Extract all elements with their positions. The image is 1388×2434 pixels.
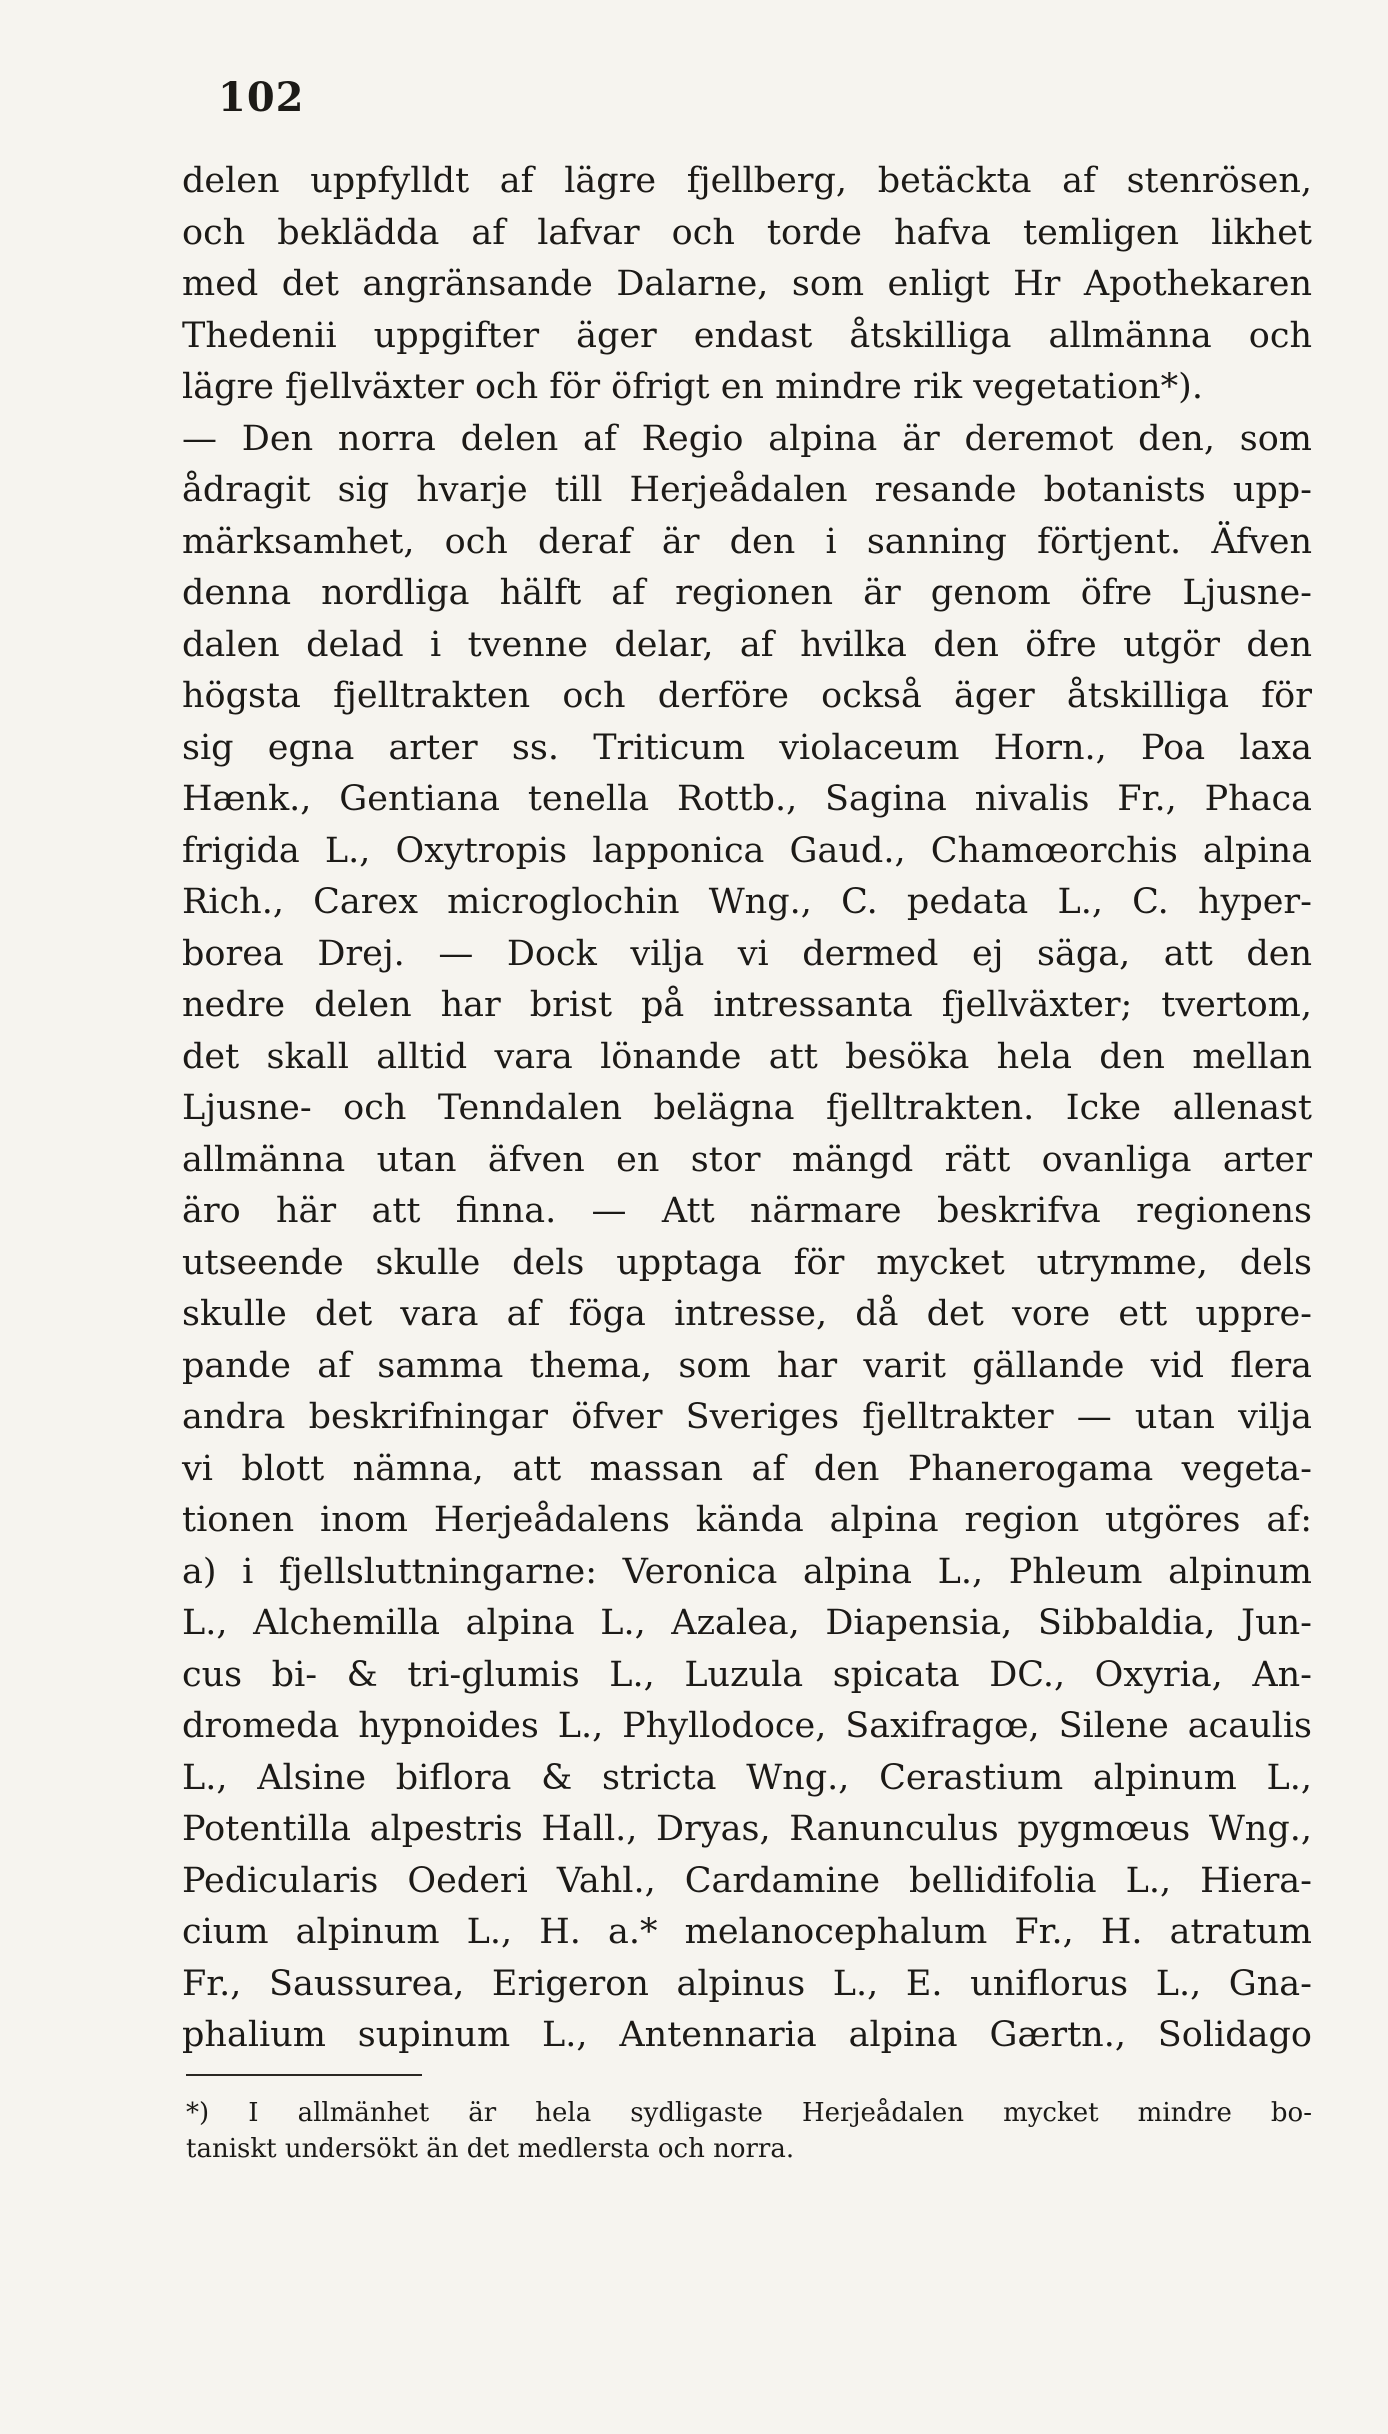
- text-line: allmänna utan äfven en stor mängd rätt ovanliga arter: [182, 1139, 1312, 1180]
- text-line: pande af samma thema, som har varit gällande vid flera: [182, 1345, 1312, 1386]
- text-line: med det angränsande Dalarne, som enligt Hr Apothekaren: [182, 264, 1312, 304]
- text-line: L., Alchemilla alpina L., Azalea, Diapensia, Sibbaldia, Jun-: [182, 1603, 1312, 1643]
- text-line: borea Drej. — Dock vilja vi dermed ej säga, att den: [182, 933, 1312, 974]
- text-line: cus bi- & tri-glumis L., Luzula spicata DC., Oxyria, An-: [182, 1654, 1312, 1695]
- footnote-divider: [186, 2074, 422, 2076]
- text-line: L., Alsine biflora & stricta Wng., Cerastium alpinum L.,: [182, 1757, 1312, 1798]
- text-line: delen uppfylldt af lägre fjellberg, betäckta af stenrösen,: [182, 161, 1312, 201]
- body-text: [182, 156, 1312, 2062]
- text-line: märksamhet, och deraf är den i sanning förtjent. Äfven: [182, 521, 1312, 562]
- text-line: ådragit sig hvarje till Herjeådalen resande botanists upp-: [182, 470, 1312, 510]
- text-line: Potentilla alpestris Hall., Dryas, Ranunculus pygmœus Wng.,: [182, 1809, 1312, 1849]
- text-line: Fr., Saussurea, Erigeron alpinus L., E. uniflorus L., Gna-: [182, 1963, 1312, 2004]
- text-line: phalium supinum L., Antennaria alpina Gærtn., Solidago: [182, 2015, 1312, 2055]
- text-line: frigida L., Oxytropis lapponica Gaud., Chamœorchis alpina: [182, 830, 1312, 871]
- text-line: högsta fjelltrakten och derföre också äger åtskilliga för: [182, 676, 1312, 716]
- text-line: sig egna arter ss. Triticum violaceum Horn., Poa laxa: [182, 727, 1312, 768]
- text-line: andra beskrifningar öfver Sveriges fjelltrakter — utan vilja: [182, 1397, 1312, 1437]
- footnote-line: *) I allmänhet är hela sydligaste Herjeådalen mycket mindre bo-: [186, 2098, 1312, 2128]
- text-line: Rich., Carex microglochin Wng., C. pedata L., C. hyper-: [182, 882, 1312, 922]
- footnote: [186, 2095, 1312, 2167]
- text-line: det skall alltid vara lönande att besöka hela den mellan: [182, 1036, 1312, 1077]
- text-line: lägre fjellväxter och för öfrigt en mindre rik vegetation*).: [182, 367, 1203, 407]
- text-line: Thedenii uppgifter äger endast åtskilliga allmänna och: [182, 315, 1312, 356]
- text-line: vi blott nämna, att massan af den Phanerogama vegeta-: [182, 1448, 1312, 1489]
- text-line: cium alpinum L., H. a.* melanocephalum Fr., H. atratum: [182, 1912, 1312, 1952]
- page-number: 102: [218, 74, 305, 121]
- text-line: — Den norra delen af Regio alpina är deremot den, som: [182, 418, 1312, 459]
- text-line: Ljusne- och Tenndalen belägna fjelltrakten. Icke allenast: [182, 1088, 1312, 1128]
- text-line: nedre delen har brist på intressanta fjellväxter; tvertom,: [182, 985, 1312, 1025]
- text-line: tionen inom Herjeådalens kända alpina region utgöres af:: [182, 1500, 1312, 1540]
- text-line: denna nordliga hälft af regionen är genom öfre Ljusne-: [182, 573, 1312, 613]
- text-line: dromeda hypnoides L., Phyllodoce, Saxifragœ, Silene acaulis: [182, 1706, 1312, 1746]
- text-line: skulle det vara af föga intresse, då det vore ett uppre-: [182, 1294, 1312, 1334]
- text-line: dalen delad i tvenne delar, af hvilka den öfre utgör den: [182, 624, 1312, 665]
- text-line: Pedicularis Oederi Vahl., Cardamine bellidifolia L., Hiera-: [182, 1860, 1312, 1901]
- text-line: Hænk., Gentiana tenella Rottb., Sagina nivalis Fr., Phaca: [182, 779, 1312, 819]
- text-line: äro här att finna. — Att närmare beskrifva regionens: [182, 1191, 1312, 1231]
- footnote-line: taniskt undersökt än det medlersta och norra.: [186, 2134, 795, 2164]
- text-line: a) i fjellsluttningarne: Veronica alpina L., Phleum alpinum: [182, 1551, 1312, 1592]
- text-line: utseende skulle dels upptaga för mycket utrymme, dels: [182, 1242, 1312, 1283]
- text-line: och beklädda af lafvar och torde hafva temligen likhet: [182, 212, 1312, 253]
